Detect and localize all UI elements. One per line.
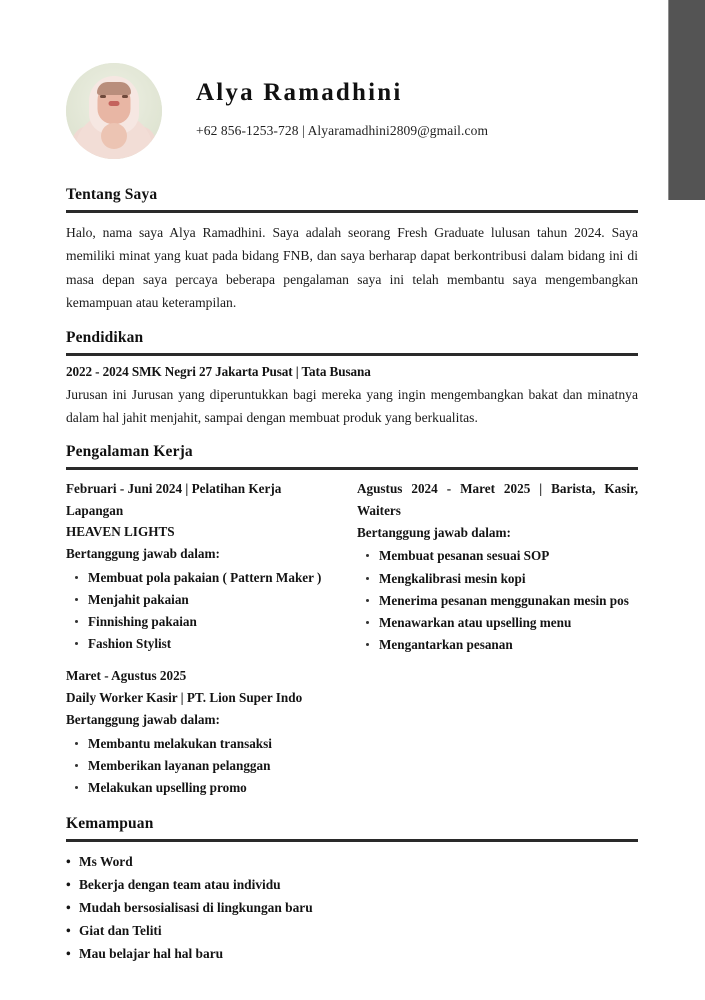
list-item: Fashion Stylist	[66, 633, 335, 655]
list-item: Mengkalibrasi mesin kopi	[357, 568, 638, 590]
section-title-education: Pendidikan	[66, 328, 144, 346]
divider-skills	[66, 839, 638, 842]
experience-period-role: Februari - Juni 2024 | Pelatihan Kerja Lapangan	[66, 481, 282, 518]
right-edge-strip	[668, 0, 705, 200]
avatar-eye-left	[100, 95, 106, 98]
experience-company: Daily Worker Kasir | PT. Lion Super Indo	[66, 689, 303, 705]
experience-duty-list	[357, 545, 638, 656]
experience-period-role: Maret - Agustus 2025	[66, 668, 187, 684]
list-item: Membuat pola pakaian ( Pattern Maker )	[66, 567, 335, 589]
list-item: Menawarkan atau upselling menu	[357, 612, 638, 634]
list-item: Finnishing pakaian	[66, 611, 335, 633]
list-item: Mengantarkan pesanan	[357, 634, 638, 656]
experience-period-role: Agustus 2024 - Maret 2025 | Barista, Kasir, Waiters	[356, 481, 638, 518]
resume-content	[66, 0, 638, 965]
experience-responsibilities-label: Bertanggung jawab dalam:	[66, 712, 220, 728]
experience-columns	[66, 478, 638, 799]
experience-entry	[66, 478, 335, 655]
header-text-block	[162, 79, 488, 144]
section-experience	[66, 443, 638, 799]
resume-header	[66, 0, 638, 169]
list-item: • Giat dan Teliti	[66, 919, 638, 942]
avatar-lips	[109, 101, 120, 106]
education-entry-line: 2022 - 2024 SMK Negri 27 Jakarta Pusat | Tata Busana	[66, 363, 371, 379]
list-item: • Mau belajar hal hal baru	[66, 942, 638, 965]
list-item: Menerima pesanan menggunakan mesin pos	[357, 590, 638, 612]
education-description: Jurusan ini Jurusan yang diperuntukkan bagi mereka yang ingin mengembangkan bakat dan minatnya dalam hal jahit menjahit, sampai dengan membuat produk yang berkualitas.	[66, 386, 638, 425]
avatar-eye-right	[122, 95, 128, 98]
experience-duty-list	[66, 733, 335, 800]
divider-about	[66, 210, 638, 213]
avatar-hair	[97, 82, 131, 95]
experience-column-right	[357, 478, 638, 799]
about-paragraph: Halo, nama saya Alya Ramadhini. Saya adalah seorang Fresh Graduate lulusan tahun 2024. Saya memiliki minat yang kuat pada bidang FNB, dan saya berharap dapat berkontribusi dalam bidang ini di masa depan saya percaya beberapa pengalaman saya ini telah membantu saya mengembangkan kemampuan atau keterampilan.	[66, 225, 638, 311]
list-item: Melakukan upselling promo	[66, 777, 335, 799]
skills-list	[66, 850, 638, 965]
avatar	[66, 63, 162, 159]
list-item: Membantu melakukan transaksi	[66, 733, 335, 755]
experience-responsibilities-label: Bertanggung jawab dalam:	[66, 546, 220, 562]
experience-responsibilities-label: Bertanggung jawab dalam:	[356, 525, 511, 540]
section-title-skills: Kemampuan	[66, 815, 154, 833]
experience-entry	[357, 478, 638, 656]
list-item: Menjahit pakaian	[66, 589, 335, 611]
page-title: Alya Ramadhini	[196, 78, 403, 106]
section-title-experience: Pengalaman Kerja	[66, 443, 193, 461]
experience-column-left	[66, 478, 335, 799]
experience-entry	[66, 665, 335, 799]
list-item: • Bekerja dengan team atau individu	[66, 873, 638, 896]
avatar-hand	[101, 123, 127, 149]
divider-education	[66, 353, 638, 356]
contact-line: +62 856-1253-728 | Alyaramadhini2809@gmail.com	[196, 123, 489, 139]
section-about	[66, 186, 638, 315]
section-skills	[66, 815, 638, 965]
list-item: • Mudah bersosialisasi di lingkungan baru	[66, 896, 638, 919]
list-item: Membuat pesanan sesuai SOP	[357, 545, 638, 567]
section-title-about: Tentang Saya	[66, 186, 158, 203]
divider-experience	[66, 467, 638, 470]
list-item: Memberikan layanan pelanggan	[66, 755, 335, 777]
experience-duty-list	[66, 567, 335, 656]
section-education	[66, 329, 638, 430]
list-item: • Ms Word	[66, 850, 638, 873]
experience-company: HEAVEN LIGHTS	[66, 524, 175, 539]
